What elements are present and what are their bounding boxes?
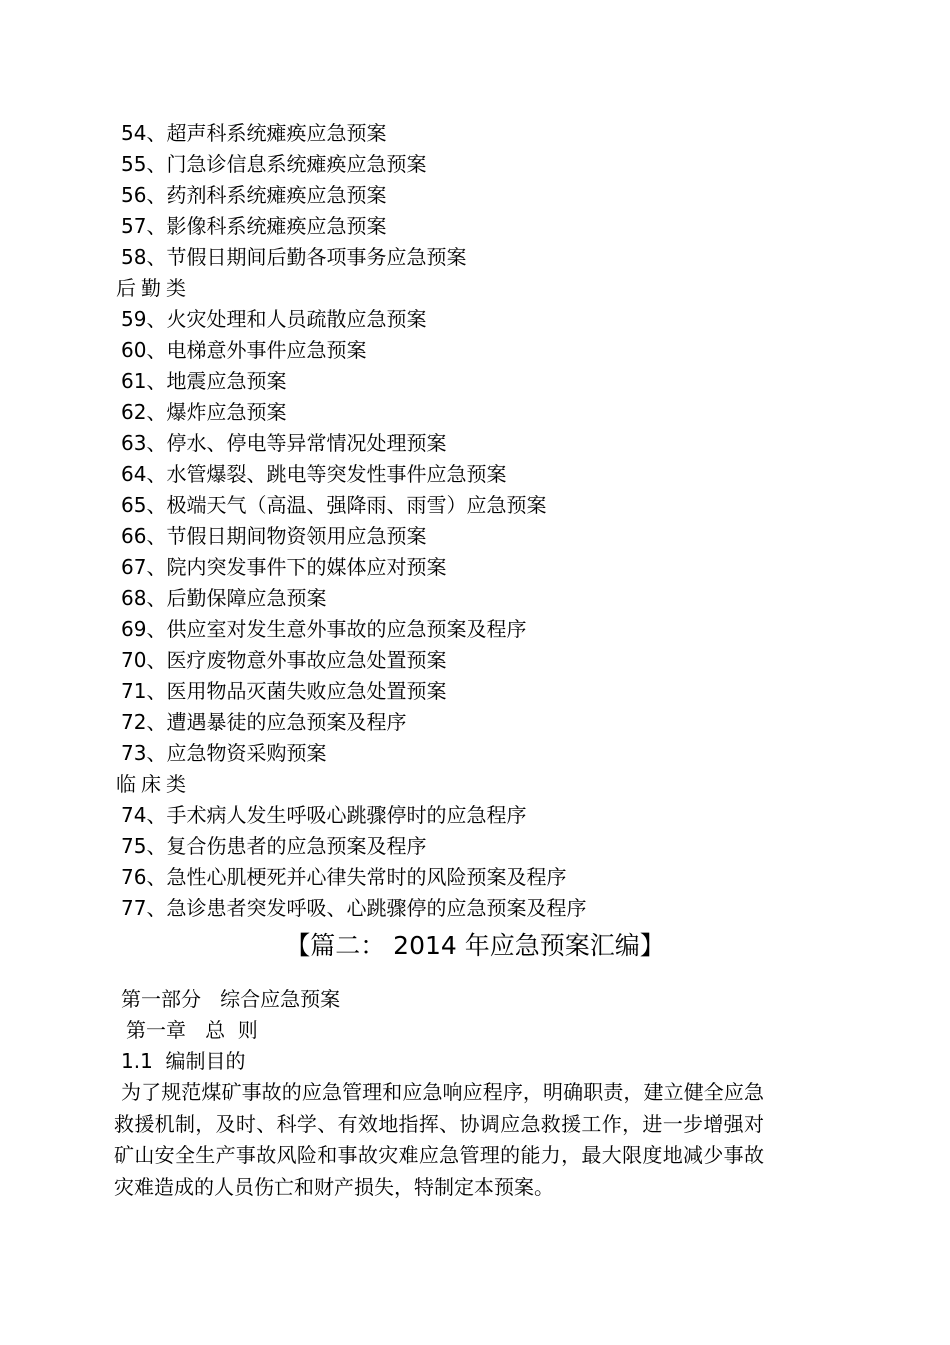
list-item: 76、急性心肌梗死并心律失常时的风险预案及程序: [121, 865, 567, 889]
list-item: 65、极端天气（高温、强降雨、雨雪）应急预案: [121, 493, 547, 517]
list-item: 55、门急诊信息系统瘫痪应急预案: [121, 152, 427, 176]
part-title: 第一部分 综合应急预案: [121, 987, 341, 1011]
list-item: 58、节假日期间后勤各项事务应急预案: [121, 245, 467, 269]
chapter-title: 第一章 总 则: [126, 1018, 258, 1042]
list-item: 60、电梯意外事件应急预案: [121, 338, 367, 362]
list-item: 74、手术病人发生呼吸心跳骤停时的应急程序: [121, 803, 527, 827]
list-item: 67、院内突发事件下的媒体应对预案: [121, 555, 447, 579]
category-heading-logistics: 后勤类: [116, 276, 191, 300]
body-paragraph: 为了规范煤矿事故的应急管理和应急响应程序，明确职责，建立健全应急救援机制，及时、科学、有效地指挥、协调应急救援工作，进一步增强对矿山安全生产事故风险和事故灾难应急管理的能力，最大限度地减少事故灾难造成的人员伤亡和财产损失，特制定本预案。: [114, 1080, 764, 1199]
section-body: [114, 984, 774, 1077]
category-heading-clinical: 临床类: [116, 772, 191, 796]
list-item: 66、节假日期间物资领用应急预案: [121, 524, 427, 548]
list-item: 54、超声科系统瘫痪应急预案: [121, 121, 387, 145]
list-item: 72、遭遇暴徒的应急预案及程序: [121, 710, 407, 734]
list-item: 64、水管爆裂、跳电等突发性事件应急预案: [121, 462, 507, 486]
list-item: 77、急诊患者突发呼吸、心跳骤停的应急预案及程序: [121, 896, 587, 920]
list-item: 68、后勤保障应急预案: [121, 586, 327, 610]
list-item: 56、药剂科系统瘫痪应急预案: [121, 183, 387, 207]
list-item: 57、影像科系统瘫痪应急预案: [121, 214, 387, 238]
list-item: 75、复合伤患者的应急预案及程序: [121, 834, 427, 858]
list-item: 69、供应室对发生意外事故的应急预案及程序: [121, 617, 527, 641]
list-item: 71、医用物品灭菌失败应急处置预案: [121, 679, 447, 703]
subsection-title: 1.1 编制目的: [121, 1049, 246, 1073]
list-item: 70、医疗废物意外事故应急处置预案: [121, 648, 447, 672]
list-item: 62、爆炸应急预案: [121, 400, 287, 424]
list-item: 73、应急物资采购预案: [121, 741, 327, 765]
list-item: 63、停水、停电等异常情况处理预案: [121, 431, 447, 455]
list-item: 61、地震应急预案: [121, 369, 287, 393]
list-item: 59、火灾处理和人员疏散应急预案: [121, 307, 427, 331]
plan-list: [114, 118, 774, 924]
section-heading: 【篇二： 2014 年应急预案汇编】: [285, 931, 665, 960]
